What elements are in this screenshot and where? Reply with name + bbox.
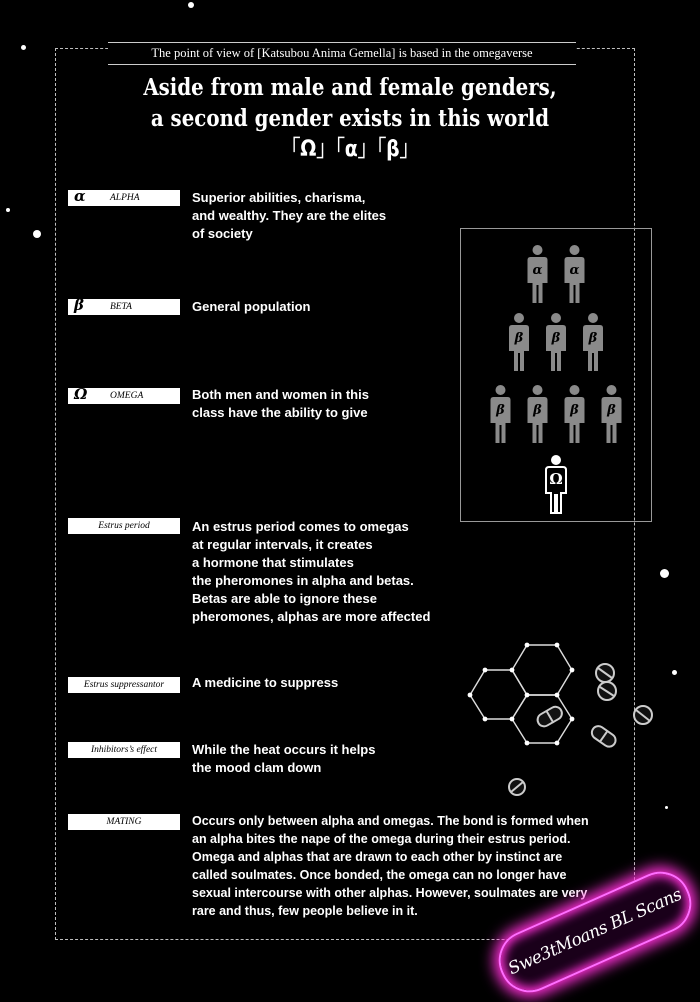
molecule-nodes bbox=[468, 643, 575, 746]
molecule-pills-illustration bbox=[465, 635, 665, 805]
omega-symbol-label: Ω bbox=[549, 470, 563, 488]
beta-person-icon bbox=[602, 385, 622, 443]
desc-estrus-suppressantor: A medicine to suppress bbox=[192, 675, 339, 690]
tag-estrus-suppressantor bbox=[68, 677, 180, 693]
omega-person-icon bbox=[546, 455, 566, 513]
header-note: The point of view of [Katsubou Anima Gemella] is based in the omegaverse bbox=[108, 42, 576, 65]
beta-symbol-label: β bbox=[570, 403, 579, 418]
beta-symbol-label: β bbox=[533, 403, 542, 418]
beta-person-icon bbox=[491, 385, 511, 443]
beta-person-icon bbox=[583, 313, 603, 371]
tag-beta bbox=[68, 296, 180, 315]
pills bbox=[509, 664, 652, 795]
tag-label: BETA bbox=[110, 302, 132, 312]
desc-beta: General population bbox=[192, 299, 311, 314]
desc-alpha: Superior abilities, charisma, and wealthy. They are the elites of society bbox=[192, 190, 387, 241]
beta-symbol-label: β bbox=[607, 403, 616, 418]
decor-dot bbox=[660, 569, 669, 578]
desc-estrus-period: An estrus period comes to omegas at regular intervals, it creates a hormone that stimulates the pheromones in alpha and betas. Betas are able to ignore these pheromones, alphas are more affected bbox=[192, 519, 431, 624]
decor-dot bbox=[6, 208, 10, 212]
tag-label: MATING bbox=[106, 817, 142, 827]
omega-symbol: Ω bbox=[74, 385, 88, 403]
beta-symbol-label: β bbox=[496, 403, 505, 418]
desc-omega: Both men and women in this class have the ability to give bbox=[192, 387, 369, 420]
tag-label: Inhibitors’s effect bbox=[90, 745, 158, 755]
desc-mating: Occurs only between alpha and omegas. The bond is formed when an alpha bites the nape of the omega during their estrus period. Omega and alphas that are drawn to each other by instinct are called soulmates. Once bonded, the omega can no longer have sexual intercourse with other alphas. However, soulmates are very rare and thus, few people believe in it. bbox=[192, 814, 589, 918]
decor-dot bbox=[188, 2, 194, 8]
alpha-symbol-label: α bbox=[569, 263, 580, 278]
tag-alpha bbox=[68, 187, 180, 206]
people-pyramid bbox=[461, 229, 651, 521]
scanlator-watermark: Swe3tMoans BL Scans bbox=[489, 862, 700, 1002]
alpha-person-icon bbox=[528, 245, 548, 303]
tag-estrus-period bbox=[68, 518, 180, 534]
title-line-2: a second gender exists in this world bbox=[150, 105, 550, 132]
beta-symbol-label: β bbox=[514, 331, 524, 346]
tag-mating bbox=[68, 814, 180, 830]
beta-person-icon bbox=[565, 385, 585, 443]
alpha-person-icon bbox=[565, 245, 585, 303]
beta-person-icon bbox=[509, 313, 529, 371]
title-line-3: 「Ω」「α」「β」 bbox=[281, 137, 419, 162]
beta-symbol-label: β bbox=[551, 331, 561, 346]
decor-dot bbox=[21, 45, 26, 50]
desc-inhibitors-effect: While the heat occurs it helps the mood clam down bbox=[192, 742, 376, 775]
alpha-symbol-label: α bbox=[532, 263, 543, 278]
decor-dot bbox=[33, 230, 41, 238]
page-title bbox=[109, 72, 591, 165]
decor-dot bbox=[665, 806, 668, 809]
tag-label: Estrus suppressantor bbox=[83, 680, 165, 690]
tag-inhibitors-effect bbox=[68, 742, 180, 758]
beta-symbol-label: β bbox=[588, 331, 598, 346]
hierarchy-figure bbox=[460, 228, 652, 522]
title-line-1: Aside from male and female genders, bbox=[143, 74, 557, 101]
tag-label: OMEGA bbox=[110, 391, 144, 401]
beta-person-icon bbox=[528, 385, 548, 443]
decor-dot bbox=[672, 670, 677, 675]
tag-omega bbox=[68, 385, 180, 404]
alpha-symbol: α bbox=[74, 187, 86, 205]
beta-person-icon bbox=[546, 313, 566, 371]
tag-label: Estrus period bbox=[98, 521, 150, 531]
beta-symbol: β bbox=[74, 296, 84, 314]
tag-label: ALPHA bbox=[110, 193, 140, 203]
